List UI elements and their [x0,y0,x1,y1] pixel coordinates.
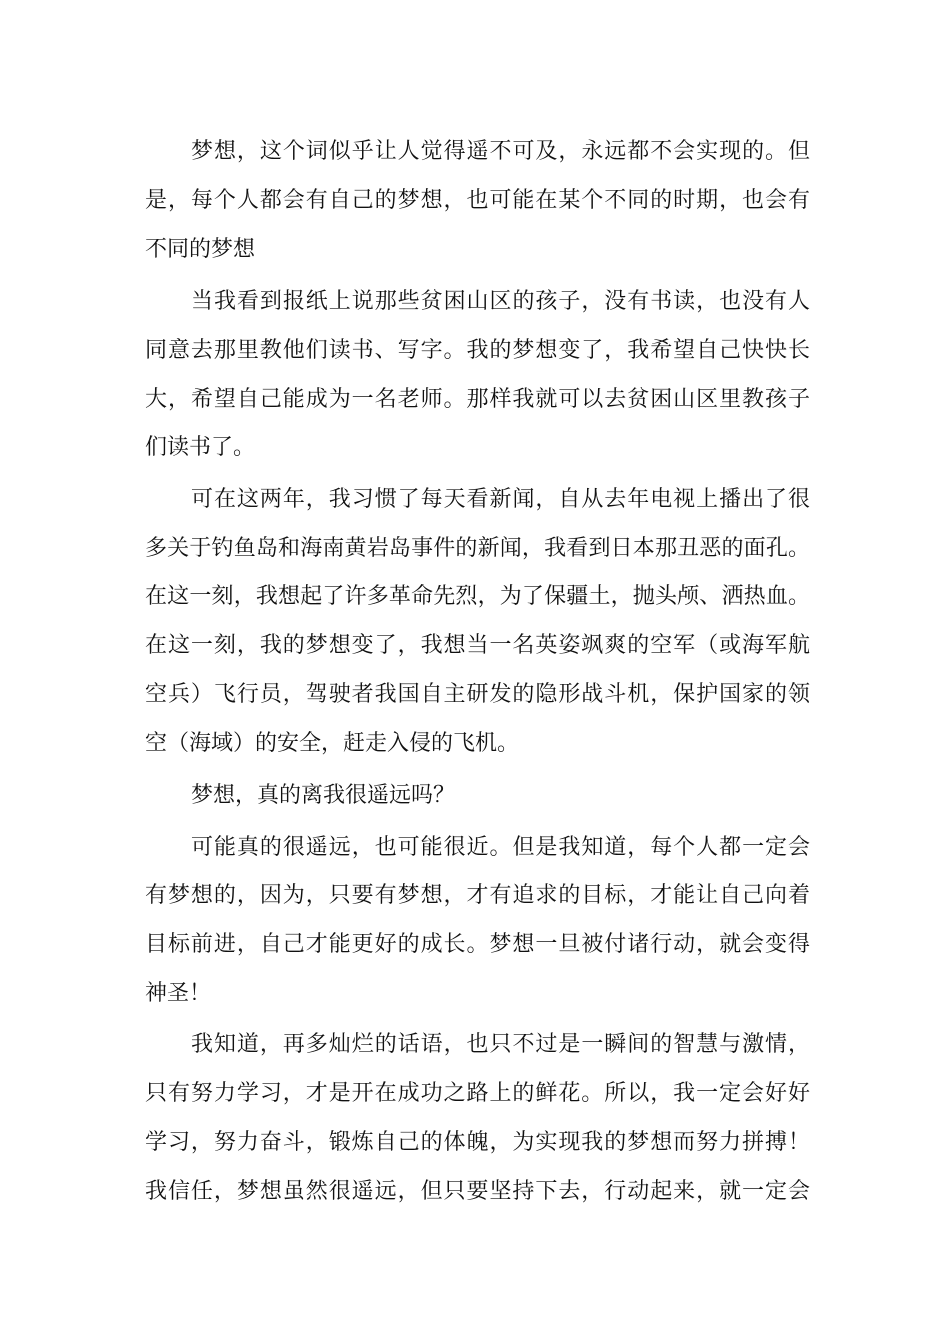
paragraph-5-line-4: 神圣！ [145,981,212,1006]
paragraph-2-line-4: 们读书了。 [145,435,256,460]
paragraph-3-line-4: 在这一刻，我的梦想变了，我想当一名英姿飒爽的空军（或海军航 [145,633,810,658]
paragraph-1-line-3: 不同的梦想 [145,237,256,262]
paragraph-4-line-1: 梦想，真的离我很遥远吗？ [191,783,456,808]
paragraph-6-line-4: 我信任，梦想虽然很遥远，但只要坚持下去，行动起来，就一定会 [145,1179,810,1204]
paragraph-2-line-1: 当我看到报纸上说那些贫困山区的孩子，没有书读，也没有人 [191,289,810,314]
paragraph-6-line-3: 学习，努力奋斗，锻炼自己的体魄，为实现我的梦想而努力拼搏！ [145,1130,810,1155]
paragraph-2-line-3: 大，希望自己能成为一名老师。那样我就可以去贫困山区里教孩子 [145,387,810,412]
paragraph-3-line-1: 可在这两年，我习惯了每天看新闻，自从去年电视上播出了很 [191,487,810,512]
paragraph-5-line-1: 可能真的很遥远，也可能很近。但是我知道，每个人都一定会 [191,835,810,860]
paragraph-3-line-5: 空兵）飞行员，驾驶者我国自主研发的隐形战斗机，保护国家的领 [145,682,810,707]
paragraph-5-line-2: 有梦想的，因为，只要有梦想，才有追求的目标，才能让自己向着 [145,883,810,908]
paragraph-6-line-1: 我知道，再多灿烂的话语，也只不过是一瞬间的智慧与激情， [191,1032,810,1057]
paragraph-3-line-6: 空（海域）的安全，赶走入侵的飞机。 [145,731,520,756]
paragraph-2-line-2: 同意去那里教他们读书、写字。我的梦想变了，我希望自己快快长 [145,338,810,363]
paragraph-6-line-2: 只有努力学习，才是开在成功之路上的鲜花。所以，我一定会好好 [145,1081,810,1106]
paragraph-5-line-3: 目标前进，自己才能更好的成长。梦想一旦被付诸行动，就会变得 [145,932,810,957]
paragraph-3-line-2: 多关于钓鱼岛和海南黄岩岛事件的新闻，我看到日本那丑恶的面孔。 [145,536,810,561]
paragraph-1-line-1: 梦想，这个词似乎让人觉得遥不可及，永远都不会实现的。但 [191,139,810,164]
paragraph-1-line-2: 是，每个人都会有自己的梦想，也可能在某个不同的时期，也会有 [145,188,810,213]
paragraph-3-line-3: 在这一刻，我想起了许多革命先烈，为了保疆土，抛头颅、洒热血。 [145,584,810,609]
